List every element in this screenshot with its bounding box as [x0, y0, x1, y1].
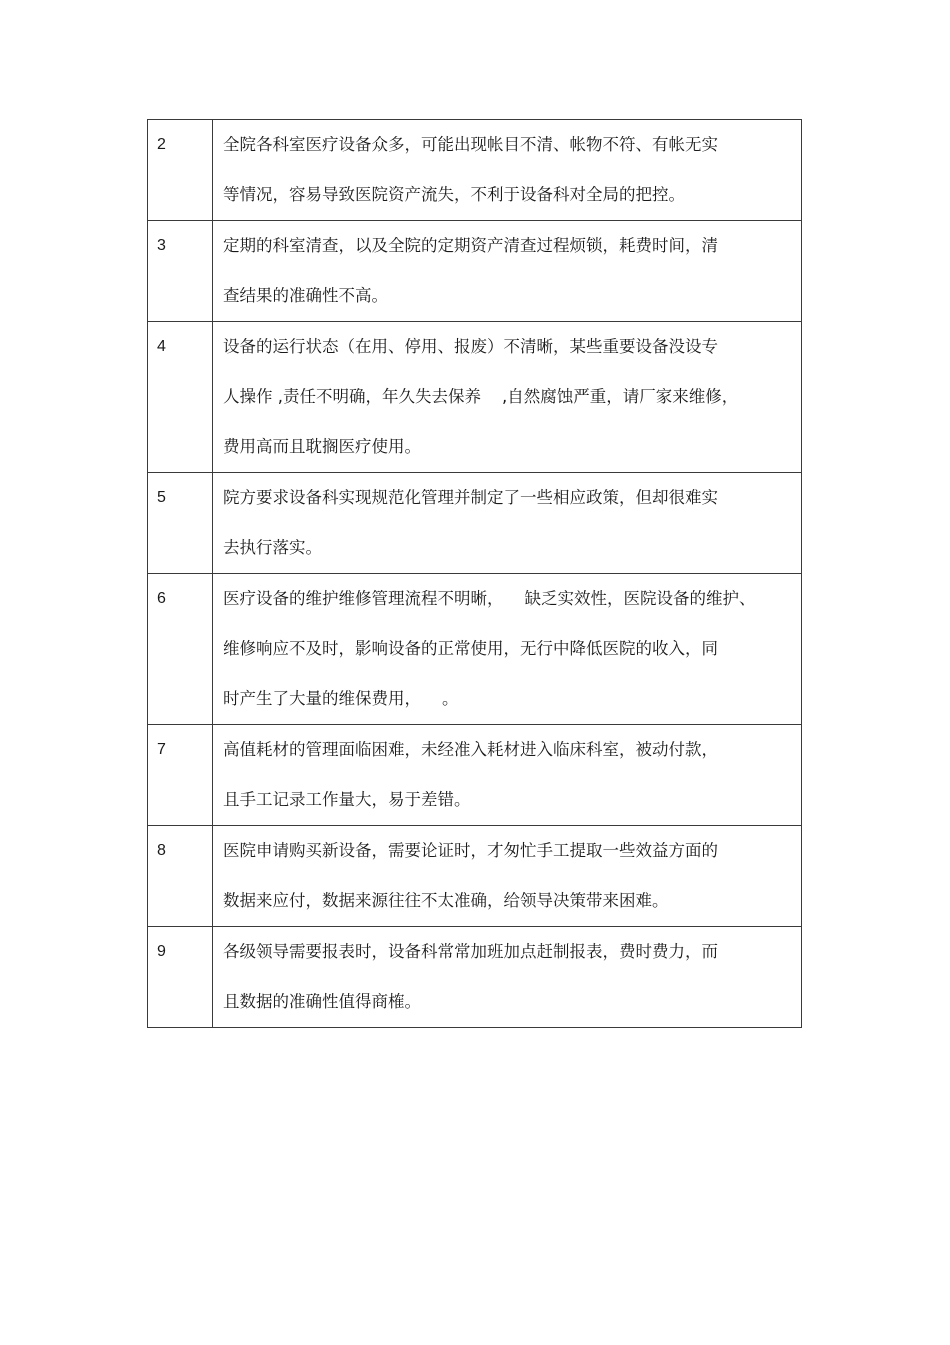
row-number-cell [148, 221, 213, 322]
description-line: 查结果的准确性不高。 [223, 286, 388, 305]
row-description [213, 574, 801, 724]
description-line: 设备的运行状态（在用、停用、报废）不清晰，某些重要设备没设专 [223, 337, 718, 356]
row-number: 6 [157, 590, 166, 607]
row-number: 3 [157, 237, 166, 254]
issues-table-body [148, 120, 802, 1028]
row-number-cell [148, 725, 213, 826]
description-line: 医疗设备的维护维修管理流程不明晰， 缺乏实效性，医院设备的维护、 [223, 589, 756, 608]
row-number: 5 [157, 489, 166, 506]
row-number: 7 [157, 741, 166, 758]
table-row [148, 120, 802, 221]
table-row [148, 826, 802, 927]
row-description [213, 826, 801, 926]
issues-table [147, 119, 802, 1028]
row-number-cell [148, 322, 213, 473]
row-description-cell [213, 473, 802, 574]
row-number: 9 [157, 943, 166, 960]
row-description [213, 120, 801, 220]
description-line: 等情况，容易导致医院资产流失，不利于设备科对全局的把控。 [223, 185, 685, 204]
row-description-cell [213, 725, 802, 826]
row-number: 4 [157, 338, 166, 355]
description-line: 维修响应不及时，影响设备的正常使用，无行中降低医院的收入，同 [223, 639, 718, 658]
description-line: 定期的科室清查，以及全院的定期资产清查过程烦锁，耗费时间，清 [223, 236, 718, 255]
row-description-cell [213, 322, 802, 473]
row-description-cell [213, 574, 802, 725]
description-line: 且数据的准确性值得商榷。 [223, 992, 421, 1011]
row-number-cell [148, 120, 213, 221]
table-row [148, 473, 802, 574]
row-number: 2 [157, 136, 166, 153]
row-description [213, 322, 801, 472]
row-description [213, 473, 801, 573]
description-line: 全院各科室医疗设备众多，可能出现帐目不清、帐物不符、有帐无实 [223, 135, 718, 154]
description-line: 院方要求设备科实现规范化管理并制定了一些相应政策，但却很难实 [223, 488, 718, 507]
row-description [213, 927, 801, 1027]
description-line: 数据来应付，数据来源往往不太准确，给领导决策带来困难。 [223, 891, 669, 910]
table-row [148, 322, 802, 473]
description-line: 时产生了大量的维保费用， 。 [223, 689, 459, 708]
row-number-cell [148, 574, 213, 725]
table-row [148, 725, 802, 826]
description-line: 费用高而且耽搁医疗使用。 [223, 437, 421, 456]
description-line: 且手工记录工作量大，易于差错。 [223, 790, 471, 809]
row-description-cell [213, 221, 802, 322]
description-line: 人操作 ,责任不明确，年久失去保养 ,自然腐蚀严重，请厂家来维修， [223, 387, 739, 406]
table-row [148, 927, 802, 1028]
description-line: 去执行落实。 [223, 538, 322, 557]
description-line: 高值耗材的管理面临困难，未经准入耗材进入临床科室，被动付款， [223, 740, 718, 759]
row-number-cell [148, 826, 213, 927]
row-description [213, 725, 801, 825]
table-row [148, 221, 802, 322]
row-number-cell [148, 927, 213, 1028]
table-row [148, 574, 802, 725]
description-line: 各级领导需要报表时，设备科常常加班加点赶制报表，费时费力，而 [223, 942, 718, 961]
description-line: 医院申请购买新设备，需要论证时，才匆忙手工提取一些效益方面的 [223, 841, 718, 860]
row-description-cell [213, 120, 802, 221]
row-number: 8 [157, 842, 166, 859]
row-number-cell [148, 473, 213, 574]
row-description [213, 221, 801, 321]
row-description-cell [213, 927, 802, 1028]
row-description-cell [213, 826, 802, 927]
